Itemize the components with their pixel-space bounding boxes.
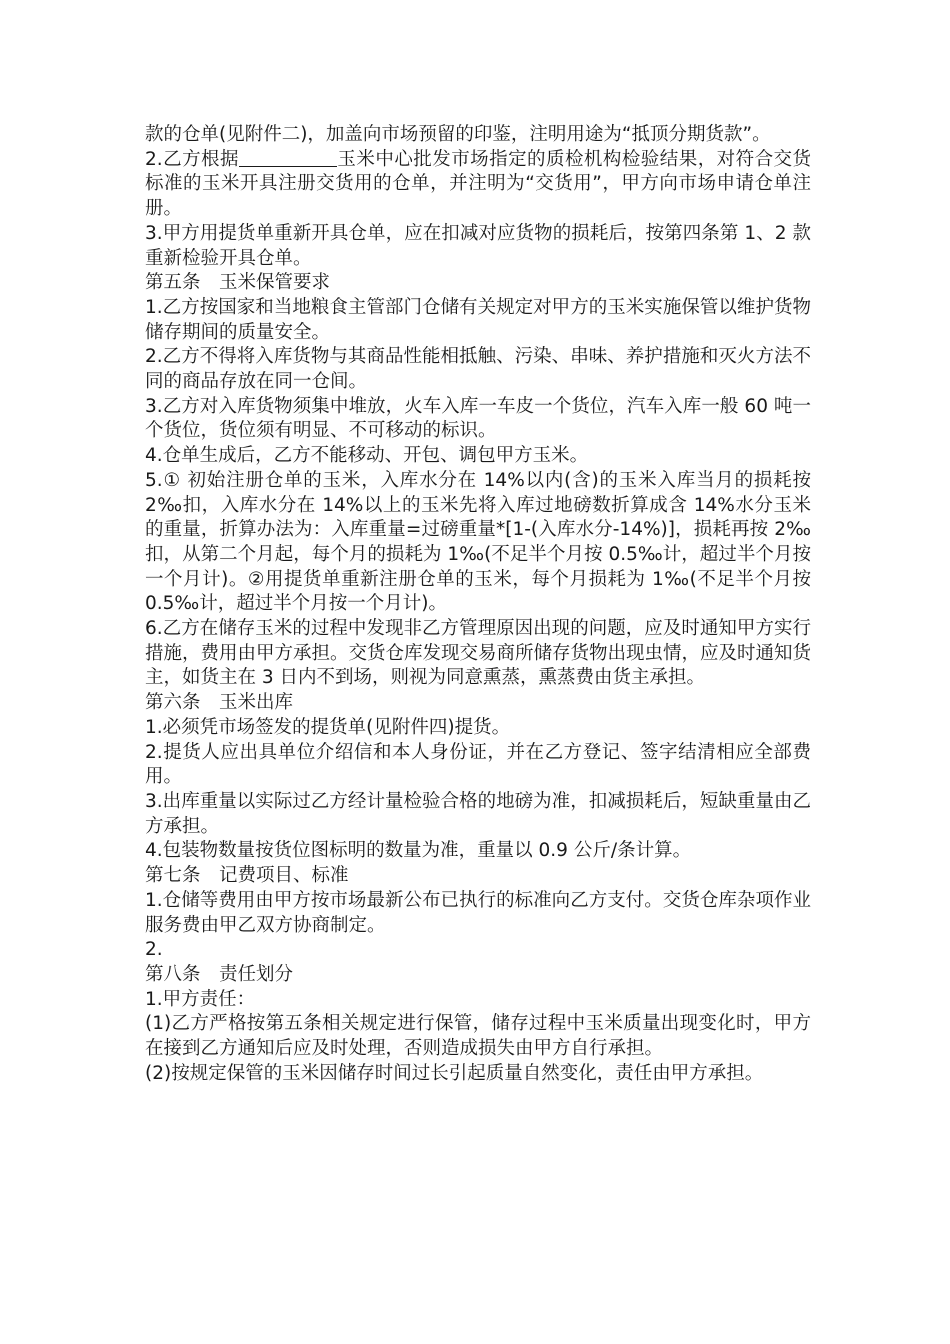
paragraph: (1)乙方严格按第五条相关规定进行保管，储存过程中玉米质量出现变化时，甲方在接到乙方通知后应及时处理，否则造成损失由甲方自行承担。 [145, 1013, 811, 1060]
paragraph: 3.出库重量以实际过乙方经计量检验合格的地磅为准，扣减损耗后，短缺重量由乙方承担。 [145, 790, 811, 837]
paragraph: 1.甲方责任： [145, 988, 256, 1010]
paragraph: 1.仓储等费用由甲方按市场最新公布已执行的标准向乙方支付。交货仓库杂项作业服务费由甲乙双方协商制定。 [145, 889, 811, 936]
paragraph: 4.包装物数量按货位图标明的数量为准，重量以 0.9 公斤/条计算。 [145, 840, 692, 862]
paragraph: 1.必须凭市场签发的提货单(见附件四)提货。 [145, 716, 511, 738]
fill-in-blank [239, 148, 337, 167]
paragraph-text: 2.乙方根据 [145, 148, 239, 170]
section-heading: 第六条 玉米出库 [145, 692, 294, 714]
section-heading: 第七条 记费项目、标准 [145, 865, 349, 887]
paragraph: 5.① 初始注册仓单的玉米，入库水分在 14%以内(含)的玉米入库当月的损耗按 2‰扣，入库水分在 14%以上的玉米先将入库过地磅数折算成含 14%水分玉米的重量，折算办法为：入库重量=过磅重量*[1-(入库水分-14%)]，损耗再按 2‰扣，从第二个月起，每个月的损耗为 1‰(不足半个月按 0.5‰计，超过半个月按一个月计)。②用提货单重新注册仓单的玉米，每个月损耗为 1‰(不足半个月按 0.5‰计，超过半个月按一个月计)。 [145, 469, 811, 615]
paragraph: 2.乙方不得将入库货物与其商品性能相抵触、污染、串味、养护措施和灭火方法不同的商品存放在同一仓间。 [145, 346, 811, 393]
paragraph: 4.仓单生成后，乙方不能移动、开包、调包甲方玉米。 [145, 445, 589, 467]
paragraph: 1.乙方按国家和当地粮食主管部门仓储有关规定对甲方的玉米实施保管以维护货物储存期间的质量安全。 [145, 296, 811, 343]
paragraph: 2. [145, 939, 163, 961]
paragraph: 3.甲方用提货单重新开具仓单，应在扣减对应货物的损耗后，按第四条第 1、2 款重新检验开具仓单。 [145, 222, 811, 269]
paragraph-with-blank [145, 148, 811, 222]
paragraph: 3.乙方对入库货物须集中堆放，火车入库一车皮一个货位，汽车入库一般 60 吨一个货位，货位须有明显、不可移动的标识。 [145, 395, 811, 442]
paragraph-text: 玉米中心批发市场指定的质检机构检验结果，对符合交货标准的玉米开具注册交货用的仓单，并注明为“交货用”，甲方向市场申请仓单注册。 [145, 148, 811, 220]
paragraph: (2)按规定保管的玉米因储存时间过长引起质量自然变化，责任由甲方承担。 [145, 1062, 764, 1084]
paragraph: 款的仓单(见附件二)，加盖向市场预留的印鉴，注明用途为“抵顶分期货款”。 [145, 124, 771, 145]
section-heading: 第五条 玉米保管要求 [145, 272, 331, 294]
paragraph: 6.乙方在储存玉米的过程中发现非乙方管理原因出现的问题，应及时通知甲方实行措施，费用由甲方承担。交货仓库发现交易商所储存货物出现虫情，应及时通知货主，如货主在 3 日内不到场，则视为同意熏蒸，熏蒸费由货主承担。 [145, 618, 812, 689]
paragraph: 2.提货人应出具单位介绍信和本人身份证，并在乙方登记、签字结清相应全部费用。 [145, 741, 811, 788]
section-heading: 第八条 责任划分 [145, 963, 294, 985]
document-body [145, 123, 811, 1086]
